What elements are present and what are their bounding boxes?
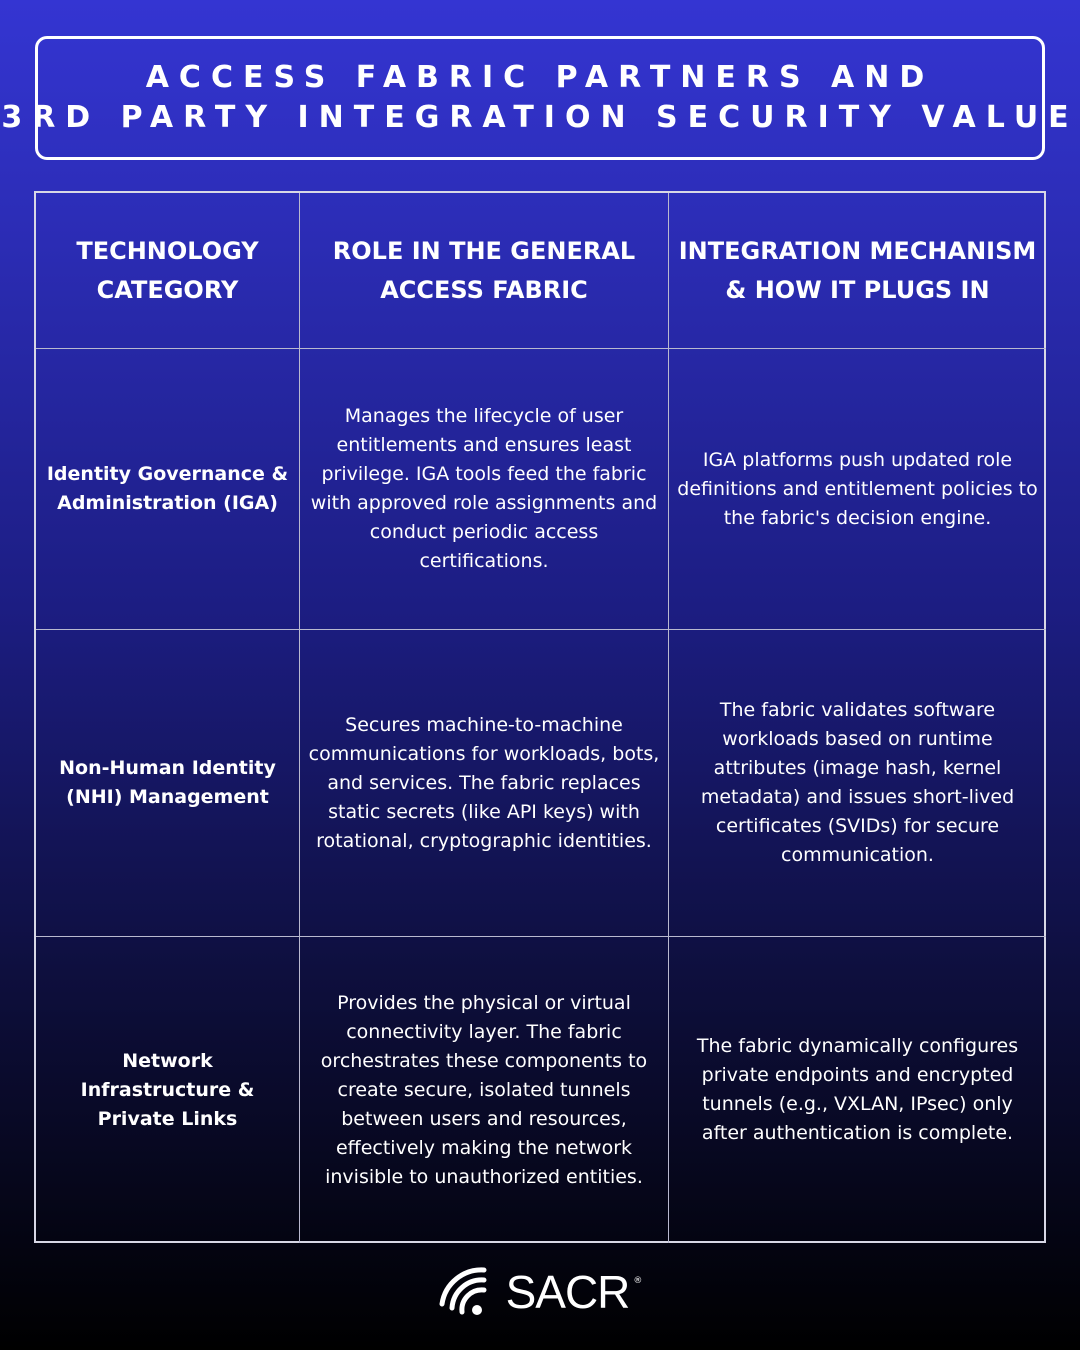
sacr-logo [438, 1262, 643, 1322]
category-label: Identity Governance & Administration (IGA) [46, 463, 289, 514]
integration-text: The fabric dynamically configures private endpoints and encrypted tunnels (e.g., VXLAN, IPsec) only after authentication is complete. [696, 1035, 1019, 1144]
footer [0, 1262, 1080, 1322]
column-header-label: TECHNOLOGY CATEGORY [76, 236, 259, 304]
table-row-3-category [36, 937, 300, 1243]
table-row-2-integration [669, 630, 1046, 937]
title-box [1, 36, 1079, 160]
table-row-1-category [36, 349, 300, 630]
role-text: Provides the physical or virtual connectivity layer. The fabric orchestrates these components to create secure, isolated tunnels between users and resources, effectively making the network invisible to unauthorized entities. [320, 991, 648, 1188]
integration-text: IGA platforms push updated role definitions and entitlement policies to the fabric's decision engine. [677, 448, 1038, 529]
wifi-signal-icon [438, 1266, 502, 1318]
category-label: Network Infrastructure & Private Links [80, 1049, 255, 1130]
column-header-technology-category [36, 193, 300, 349]
integration-text: The fabric validates software workloads based on runtime attributes (image hash, kernel metadata) and issues short-lived certificates (SVIDs) for secure communication. [700, 699, 1015, 866]
role-text: Manages the lifecycle of user entitlements and ensures least privilege. IGA tools feed the fabric with approved role assignments and conduct periodic access certifications. [310, 405, 658, 572]
registered-mark: ® [633, 1276, 643, 1286]
integration-table [34, 191, 1046, 1243]
table-row-3-integration [669, 937, 1046, 1243]
page-title-line-1: ACCESS FABRIC PARTNERS AND [145, 60, 935, 95]
table-row-2-category [36, 630, 300, 937]
column-header-integration [669, 193, 1046, 349]
table-row-2-role [300, 630, 669, 937]
column-header-label: ROLE IN THE GENERAL ACCESS FABRIC [332, 236, 636, 304]
category-label: Non-Human Identity (NHI) Management [59, 757, 276, 808]
table-row-3-role [300, 937, 669, 1243]
logo-text: SACR [505, 1266, 630, 1318]
role-text: Secures machine-to-machine communications for workloads, bots, and services. The fabric replaces static secrets (like API keys) with rotational, cryptographic identities. [308, 713, 660, 852]
column-header-role [300, 193, 669, 349]
column-header-label: INTEGRATION MECHANISM & HOW IT PLUGS IN [678, 236, 1037, 304]
table-row-1-integration [669, 349, 1046, 630]
page-title-line-2: 3RD PARTY INTEGRATION SECURITY VALUE [1, 100, 1079, 135]
table-row-1-role [300, 349, 669, 630]
